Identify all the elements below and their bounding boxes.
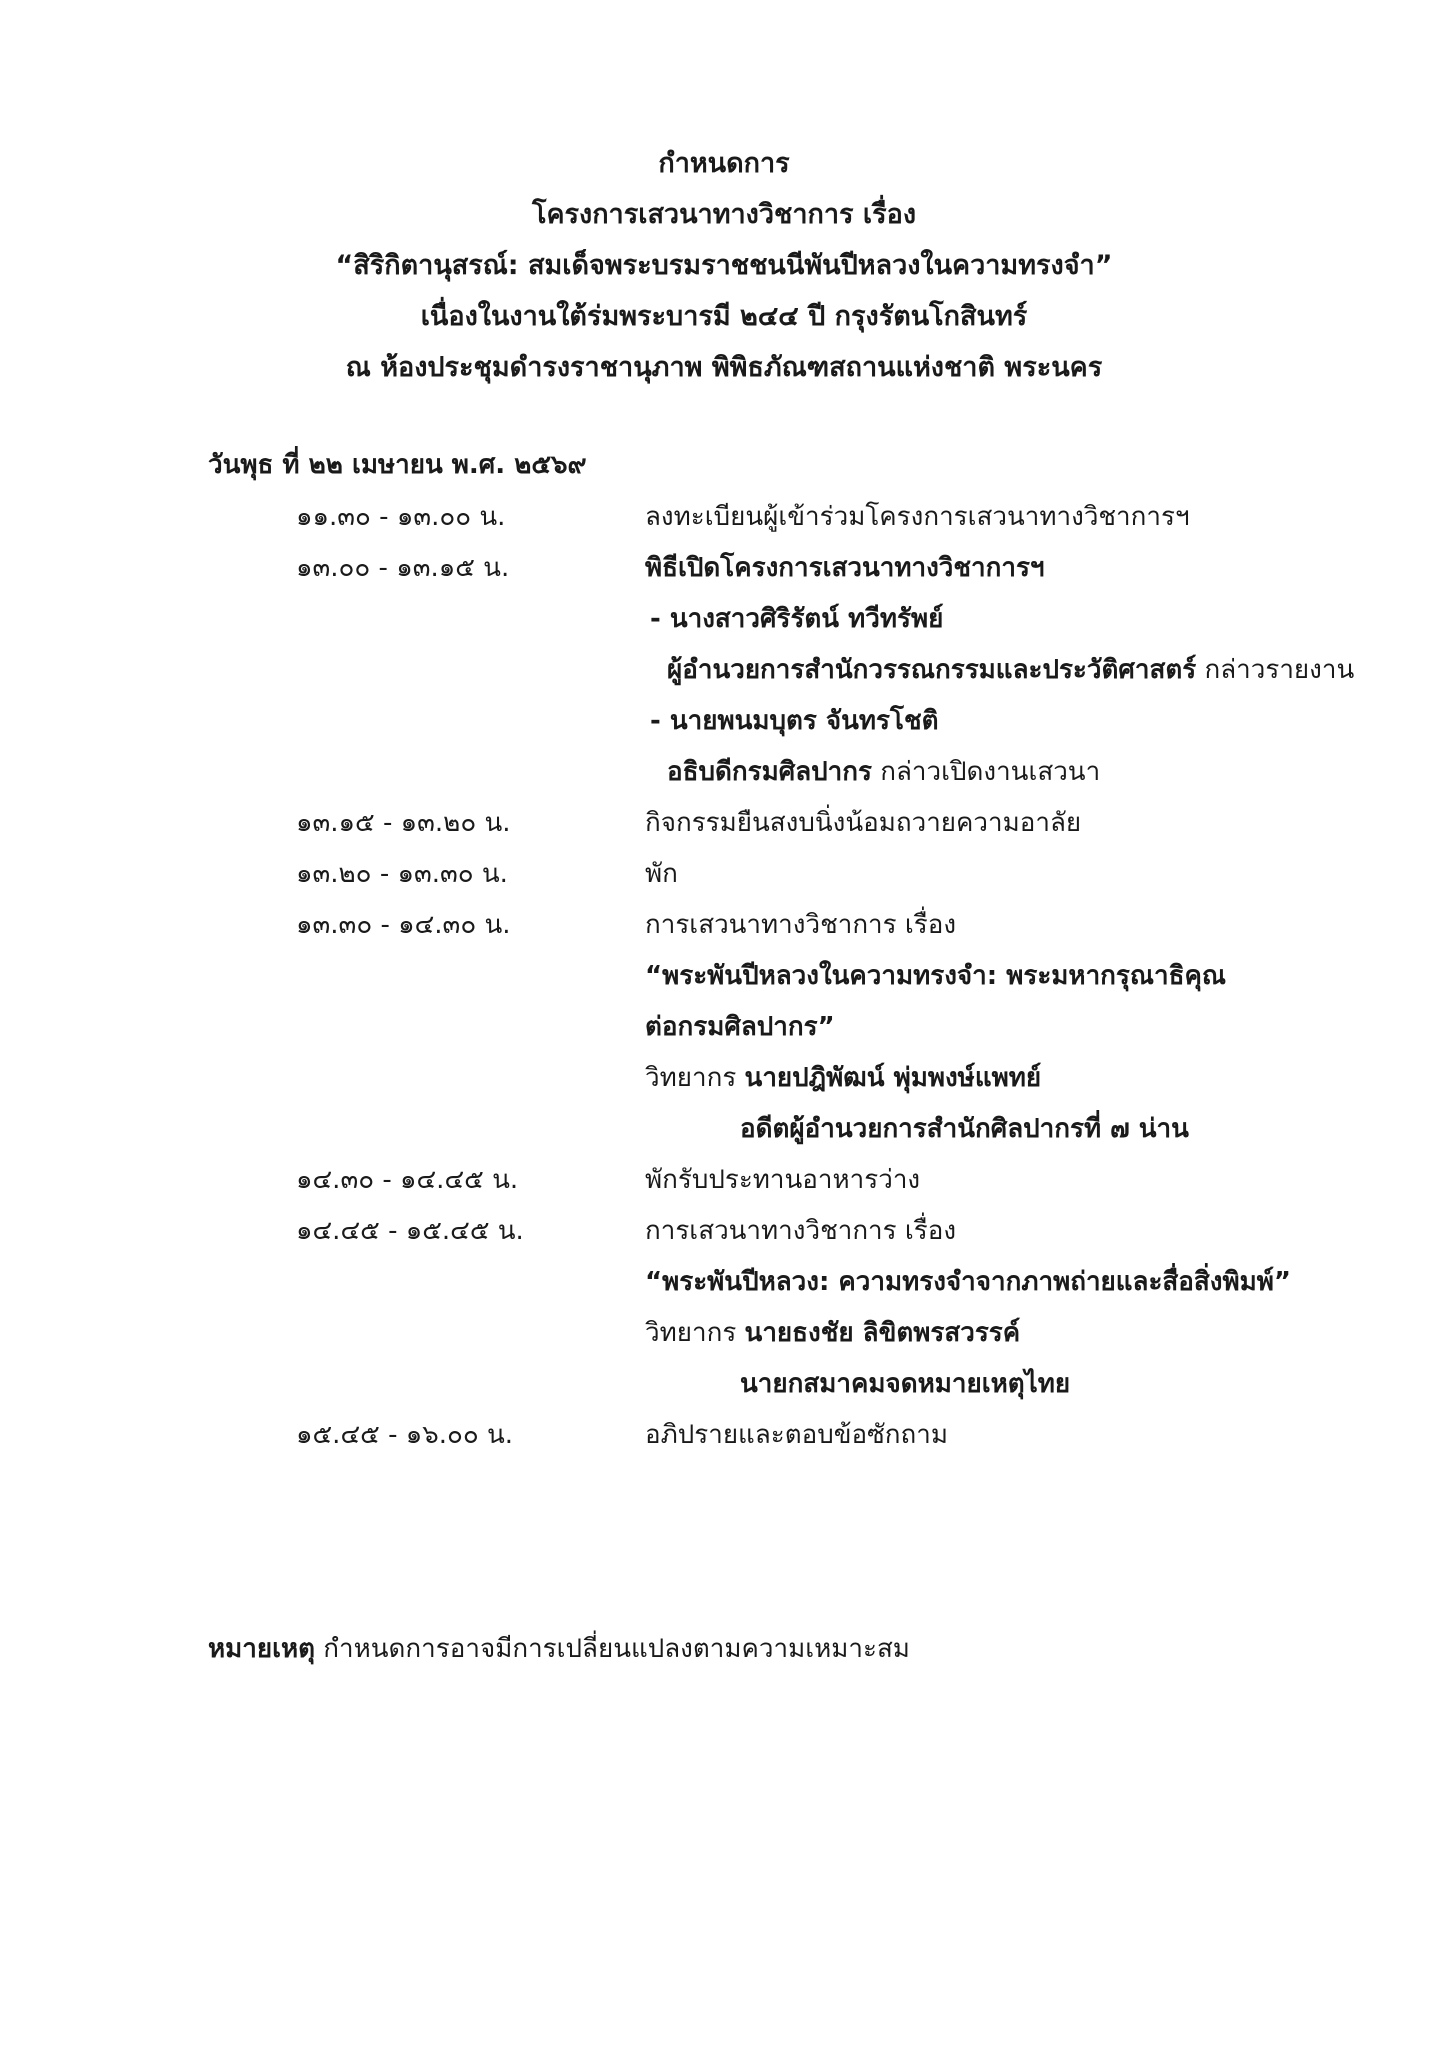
topic-line: “สิริกิตานุสรณ์: สมเด็จพระบรมราชชนนีพันปีหลวงในความทรงจำ” [335, 250, 1113, 281]
agenda-item-3: กิจกรรมยืนสงบนิ่งน้อมถวายความอาลัย [645, 808, 1082, 838]
time-slot-1: ๑๑.๓๐ - ๑๓.๐๐ น. [296, 502, 506, 532]
time-slot-3: ๑๓.๑๕ - ๑๓.๒๐ น. [296, 808, 511, 838]
speaker-name: นายปฎิพัฒน์ พุ่มพงษ์แพทย์ [744, 1063, 1042, 1093]
time-slot-7: ๑๔.๔๕ - ๑๕.๔๕ น. [296, 1216, 524, 1246]
document-header [0, 138, 1448, 393]
time-slot-5: ๑๓.๓๐ - ๑๔.๓๐ น. [296, 910, 511, 940]
agenda-item-8: อภิปรายและตอบข้อซักถาม [645, 1420, 948, 1450]
agenda-item-2-title: พิธีเปิดโครงการเสวนาทางวิชาการฯ [645, 553, 1045, 583]
agenda-item-7-speaker-role: นายกสมาคมจดหมายเหตุไทย [740, 1369, 1071, 1399]
agenda-item-6: พักรับประทานอาหารว่าง [645, 1165, 921, 1195]
occasion-line: เนื่องในงานใต้ร่มพระบารมี ๒๔๔ ปี กรุงรัตนโกสินทร์ [420, 301, 1028, 332]
event-date: วันพุธ ที่ ๒๒ เมษายน พ.ศ. ๒๕๖๙ [208, 450, 587, 480]
speaker-1-name: - นางสาวศิริรัตน์ ทวีทรัพย์ [650, 604, 944, 634]
agenda-item-7-speaker [645, 1312, 1020, 1353]
speaker-1-line [667, 649, 1354, 690]
project-line: โครงการเสวนาทางวิชาการ เรื่อง [531, 199, 917, 230]
speaker-1-role: ผู้อำนวยการสำนักวรรณกรรมและประวัติศาสตร์ [667, 655, 1197, 685]
speaker-label: วิทยากร [645, 1063, 737, 1093]
agenda-item-5-topic-1: “พระพันปีหลวงในความทรงจำ: พระมหากรุณาธิคุณ [645, 961, 1226, 991]
speaker-2-name: - นายพนมบุตร จันทรโชติ [650, 706, 939, 736]
speaker-2-role: อธิบดีกรมศิลปากร [667, 757, 872, 787]
time-slot-8: ๑๕.๔๕ - ๑๖.๐๐ น. [296, 1420, 514, 1450]
agenda-item-7-title: การเสวนาทางวิชาการ เรื่อง [645, 1216, 957, 1246]
agenda-item-5-speaker [645, 1057, 1041, 1098]
speaker-name: นายธงชัย ลิขิตพรสวรรค์ [744, 1318, 1021, 1348]
note-text: กำหนดการอาจมีการเปลี่ยนแปลงตามความเหมาะสม [323, 1634, 910, 1664]
agenda-item-7-topic: “พระพันปีหลวง: ความทรงจำจากภาพถ่ายและสื่อสิ่งพิมพ์” [645, 1267, 1291, 1297]
agenda-item-1: ลงทะเบียนผู้เข้าร่วมโครงการเสวนาทางวิชาการฯ [645, 502, 1190, 532]
speaker-2-line [667, 751, 1100, 792]
time-slot-2: ๑๓.๐๐ - ๑๓.๑๕ น. [296, 553, 510, 583]
time-slot-6: ๑๔.๓๐ - ๑๔.๔๕ น. [296, 1165, 519, 1195]
note [208, 1628, 910, 1669]
agenda-item-5-speaker-role: อดีตผู้อำนวยการสำนักศิลปากรที่ ๗ น่าน [740, 1114, 1189, 1144]
agenda-item-5-topic-2: ต่อกรมศิลปากร” [645, 1012, 835, 1042]
agenda-item-4: พัก [645, 859, 678, 889]
speaker-1-action: กล่าวรายงาน [1204, 655, 1355, 685]
document-title: กำหนดการ [658, 148, 790, 179]
speaker-2-action: กล่าวเปิดงานเสวนา [880, 757, 1101, 787]
agenda-item-5-title: การเสวนาทางวิชาการ เรื่อง [645, 910, 957, 940]
note-label: หมายเหตุ [208, 1634, 316, 1664]
speaker-label: วิทยากร [645, 1318, 737, 1348]
venue-line: ณ ห้องประชุมดำรงราชานุภาพ พิพิธภัณฑสถานแห่งชาติ พระนคร [345, 352, 1103, 383]
time-slot-4: ๑๓.๒๐ - ๑๓.๓๐ น. [296, 859, 508, 889]
